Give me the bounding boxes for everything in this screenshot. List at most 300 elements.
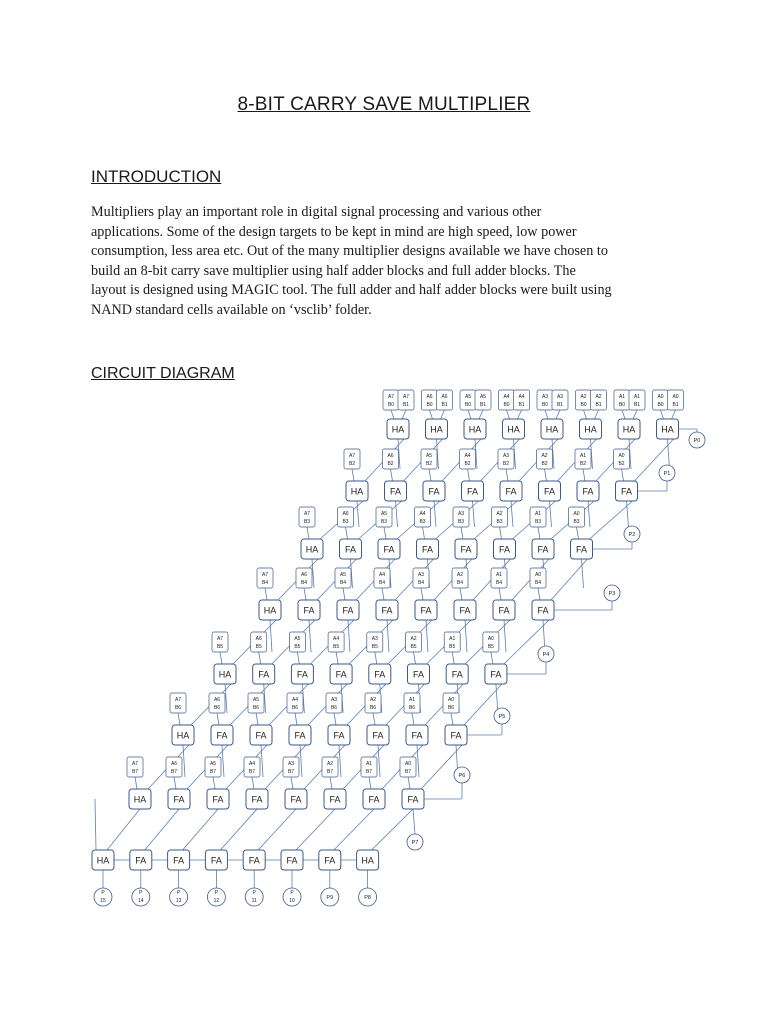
operand-label-text: A5 [425, 453, 433, 459]
full-adder-block [281, 850, 303, 870]
operand-label-text: A6 [300, 572, 308, 578]
input-wire [506, 469, 508, 481]
full-adder-block [532, 539, 554, 559]
operand-label-text: B6 [213, 705, 221, 711]
input-wire [382, 588, 384, 600]
operand-label-text: A4 [378, 572, 386, 578]
operand-label [367, 632, 383, 652]
operand-label [244, 757, 260, 777]
adder-label: FA [372, 730, 384, 741]
half-adder-block [357, 850, 379, 870]
input-wire [577, 527, 579, 539]
input-wire [499, 588, 501, 600]
half-adder-block [426, 419, 448, 439]
operand-label-text: B5 [333, 644, 340, 650]
adder-label: FA [575, 544, 588, 555]
input-wire [545, 469, 547, 481]
product-label: P [101, 890, 105, 896]
product-output [321, 888, 339, 906]
half-adder-block [580, 419, 602, 439]
adder-label: FA [383, 544, 395, 555]
full-adder-block [363, 789, 385, 809]
full-adder-block [330, 664, 352, 684]
adder-label: FA [329, 794, 341, 805]
operand-label [552, 390, 568, 410]
full-adder-block [168, 850, 190, 870]
operand-label [287, 693, 303, 713]
input-wire [336, 652, 338, 664]
adder-label: FA [258, 669, 270, 680]
sum-wire [296, 809, 335, 850]
operand-label [335, 568, 351, 588]
operand-label [328, 632, 344, 652]
operand-label [361, 757, 377, 777]
operand-label-text: B7 [326, 769, 334, 775]
operand-label-text: A6 [170, 761, 178, 767]
operand-label [257, 568, 273, 588]
input-wire [545, 410, 548, 419]
operand-label [530, 568, 546, 588]
adder-label: FA [286, 855, 298, 866]
operand-label-text: B2 [502, 461, 510, 467]
half-adder-block [129, 789, 151, 809]
operand-label-text: B2 [348, 461, 356, 467]
input-wire [451, 713, 453, 725]
carry-wire [551, 559, 588, 600]
operand-label-text: A1 [365, 761, 373, 767]
operand-label-text: B2 [387, 461, 394, 467]
operand-label-text: A2 [456, 572, 464, 578]
adder-label: FA [460, 544, 472, 555]
output-wire [413, 809, 415, 834]
adder-label: FA [498, 544, 511, 555]
operand-label [499, 390, 515, 410]
operand-label-text: B3 [380, 519, 388, 525]
adder-label: FA [368, 794, 380, 805]
full-adder-block [243, 850, 265, 870]
half-adder-block [464, 419, 486, 439]
half-adder-block [172, 725, 194, 745]
input-wire [538, 588, 540, 600]
operand-label-text: B1 [672, 402, 679, 408]
document-title: 8-BIT CARRY SAVE MULTIPLIER [237, 94, 531, 115]
operand-label-text: B1 [556, 402, 564, 408]
input-wire [256, 713, 258, 725]
operand-label [212, 632, 228, 652]
input-wire [538, 527, 540, 539]
operand-label [591, 390, 607, 410]
half-adder-block [387, 419, 409, 439]
operand-label-text: A3 [287, 761, 295, 767]
input-wire [460, 588, 462, 600]
product-output [170, 888, 188, 906]
adder-label: FA [459, 605, 471, 616]
half-adder-block [618, 419, 640, 439]
operand-label [283, 757, 299, 777]
input-wire [412, 713, 414, 725]
input-wire [220, 652, 222, 664]
operand-label-text: A0 [618, 453, 625, 459]
operand-label-text: A4 [333, 636, 340, 642]
product-label: P1 [663, 471, 671, 477]
product-label: P7 [411, 840, 419, 846]
adder-label: FA [216, 730, 228, 741]
adder-label: FA [537, 605, 549, 616]
operand-label-text: A0 [657, 394, 664, 400]
full-adder-block [532, 600, 554, 620]
product-label: P6 [458, 773, 466, 779]
input-wire [507, 410, 510, 419]
operand-label-text: A1 [579, 453, 587, 459]
sum-wire [145, 809, 179, 850]
operand-label [406, 632, 422, 652]
operand-label [296, 568, 312, 588]
operand-label-text: A0 [404, 761, 412, 767]
operand-label-text: B0 [387, 402, 395, 408]
operand-label-text: A6 [342, 511, 349, 517]
adder-label: FA [342, 605, 354, 616]
adder-label: FA [210, 855, 222, 866]
operand-label-text: A5 [479, 394, 487, 400]
adder-label: FA [428, 486, 440, 497]
full-adder-block [485, 664, 507, 684]
half-adder-block [541, 419, 563, 439]
operand-label-text: A4 [518, 394, 525, 400]
operand-label-text: A7 [303, 511, 311, 517]
full-adder-block [493, 600, 515, 620]
full-adder-block [211, 725, 233, 745]
operand-label-text: B1 [595, 402, 602, 408]
adder-label: FA [537, 544, 549, 555]
operand-label-text: B0 [503, 402, 510, 408]
operand-label [400, 757, 416, 777]
operand-label [537, 390, 553, 410]
input-wire [334, 713, 336, 725]
adder-label: FA [498, 605, 510, 616]
input-wire [556, 410, 560, 419]
input-wire [259, 652, 261, 664]
operand-label [344, 449, 360, 469]
adder-label: HA [430, 424, 443, 435]
operand-label [537, 449, 553, 469]
full-adder-block [385, 481, 407, 501]
operand-label-text: B5 [487, 644, 494, 650]
operand-label-text: B4 [456, 580, 464, 586]
operand-label-text: A4 [248, 761, 256, 767]
paragraph-line: NAND standard cells available on ‘vsclib’ folder. [91, 301, 372, 318]
adder-label: FA [451, 669, 463, 680]
input-wire [429, 469, 431, 481]
input-wire [402, 410, 406, 419]
operand-label [374, 568, 390, 588]
operand-label [492, 507, 508, 527]
operand-label [629, 390, 645, 410]
input-wire [213, 777, 215, 789]
input-wire [174, 777, 176, 789]
operand-label-text: B6 [369, 705, 377, 711]
operand-label [576, 390, 592, 410]
input-wire [297, 652, 299, 664]
operand-label-text: A6 [213, 697, 221, 703]
operand-label [443, 693, 459, 713]
operand-label-text: B4 [378, 580, 386, 586]
adder-label: HA [584, 424, 597, 435]
adder-label: FA [212, 794, 224, 805]
input-wire [330, 777, 332, 789]
operand-label-text: B6 [174, 705, 182, 711]
operand-label [415, 507, 431, 527]
product-label: P3 [608, 591, 616, 597]
product-output [207, 888, 225, 906]
operand-label-text: A0 [447, 697, 455, 703]
full-adder-block [462, 481, 484, 501]
product-label: 10 [289, 898, 295, 904]
full-adder-block [291, 664, 313, 684]
half-adder-block [657, 419, 679, 439]
product-label: 11 [251, 898, 257, 904]
product-output [94, 888, 112, 906]
operand-label [453, 507, 469, 527]
operand-label-text: A3 [371, 636, 378, 642]
operand-label-text: A2 [326, 761, 334, 767]
full-adder-block [319, 850, 341, 870]
operand-label-text: A7 [402, 394, 410, 400]
operand-label-text: B7 [131, 769, 139, 775]
operand-label-text: A4 [503, 394, 510, 400]
operand-label [498, 449, 514, 469]
input-wire [491, 652, 493, 664]
full-adder-block [207, 789, 229, 809]
full-adder-block [285, 789, 307, 809]
adder-label: FA [251, 794, 263, 805]
input-wire [421, 588, 423, 600]
half-adder-block [259, 600, 281, 620]
product-label: P [139, 890, 143, 896]
operand-label-text: A3 [417, 572, 425, 578]
operand-label-text: B7 [365, 769, 373, 775]
operand-label-text: A5 [294, 636, 301, 642]
operand-label-text: A1 [495, 572, 503, 578]
operand-label-text: A1 [534, 511, 542, 517]
operand-label [383, 449, 399, 469]
adder-label: FA [381, 605, 393, 616]
input-wire [135, 777, 137, 789]
adder-label: FA [173, 794, 185, 805]
adder-label: FA [324, 855, 336, 866]
product-label: 15 [100, 898, 106, 904]
adder-label: HA [468, 424, 482, 435]
operand-label [170, 693, 186, 713]
sum-wire [107, 809, 140, 850]
operand-label [248, 693, 264, 713]
full-adder-block [324, 789, 346, 809]
product-label: P0 [693, 438, 701, 444]
product-label: 14 [138, 898, 144, 904]
full-adder-block [577, 481, 599, 501]
product-output [407, 834, 423, 850]
input-wire [622, 469, 624, 481]
input-wire [500, 527, 502, 539]
product-output [454, 767, 470, 783]
adder-label: FA [173, 855, 185, 866]
operand-label-text: B7 [170, 769, 178, 775]
input-wire [518, 410, 522, 419]
adder-label: FA [466, 486, 479, 497]
full-adder-block [423, 481, 445, 501]
operand-label-text: A5 [464, 394, 472, 400]
adder-label: FA [421, 544, 434, 555]
operand-label [205, 757, 221, 777]
operand-label-text: B5 [255, 644, 262, 650]
operand-label-text: A3 [330, 697, 338, 703]
operand-label-text: B0 [657, 402, 664, 408]
input-wire [430, 410, 433, 419]
operand-label-text: B4 [534, 580, 542, 586]
input-wire [265, 588, 267, 600]
adder-label: HA [176, 730, 190, 741]
operand-label [166, 757, 182, 777]
sum-wire [372, 809, 413, 850]
half-adder-block [214, 664, 236, 684]
input-wire [304, 588, 306, 600]
product-output [538, 646, 554, 662]
product-output [659, 465, 675, 481]
product-label: 12 [213, 898, 220, 904]
operand-label-text: B3 [303, 519, 311, 525]
input-wire [622, 410, 625, 419]
adder-label: FA [389, 486, 402, 497]
product-output [245, 888, 263, 906]
full-adder-block [454, 600, 476, 620]
adder-label: FA [450, 730, 462, 741]
product-output [494, 708, 510, 724]
adder-label: FA [582, 486, 594, 497]
sum-wire [183, 809, 218, 850]
operand-label-text: A2 [595, 394, 602, 400]
adder-label: FA [505, 486, 517, 497]
operand-label [460, 390, 476, 410]
operand-label-text: A0 [573, 511, 580, 517]
operand-label-text: B0 [426, 402, 433, 408]
operand-label-text: B7 [404, 769, 412, 775]
operand-label [398, 390, 414, 410]
full-adder-block [340, 539, 362, 559]
full-adder-block [250, 725, 272, 745]
adder-label: FA [490, 669, 502, 680]
input-wire [391, 469, 393, 481]
operand-label-text: B4 [417, 580, 425, 586]
operand-label [299, 507, 315, 527]
adder-label: FA [335, 669, 347, 680]
half-adder-block [346, 481, 368, 501]
operand-label-text: A6 [441, 394, 448, 400]
operand-label [209, 693, 225, 713]
operand-label-text: B2 [464, 461, 471, 467]
adder-label: HA [507, 424, 520, 435]
adder-label: FA [412, 669, 425, 680]
operand-label-text: B0 [464, 402, 472, 408]
full-adder-block [246, 789, 268, 809]
input-wire [369, 777, 371, 789]
full-adder-block [455, 539, 477, 559]
operand-label [421, 449, 437, 469]
product-label: P2 [628, 532, 636, 538]
adder-label: FA [374, 669, 386, 680]
input-wire [408, 777, 410, 789]
full-adder-block [539, 481, 561, 501]
input-wire [178, 713, 180, 725]
circuit-diagram-heading: CIRCUIT DIAGRAM [91, 365, 235, 382]
operand-label-text: B3 [496, 519, 503, 525]
adder-label: FA [420, 605, 432, 616]
operand-label-text: A7 [131, 761, 139, 767]
adder-label: HA [96, 855, 110, 866]
operand-label [668, 390, 684, 410]
paragraph-line: applications. Some of the design targets to be kept in mind are high speed, low power [91, 223, 577, 240]
input-wire [217, 713, 219, 725]
operand-label-text: B0 [618, 402, 626, 408]
adder-label: FA [620, 486, 633, 497]
full-adder-block [571, 539, 593, 559]
operand-label-text: B7 [287, 769, 295, 775]
full-adder-block [289, 725, 311, 745]
operand-label-text: A4 [464, 453, 471, 459]
operand-label [127, 757, 143, 777]
operand-label-text: B2 [425, 461, 433, 467]
half-adder-block [503, 419, 525, 439]
operand-label-text: B6 [252, 705, 260, 711]
adder-label: FA [294, 730, 306, 741]
operand-label-text: A2 [369, 697, 377, 703]
input-wire [461, 527, 463, 539]
operand-label [365, 693, 381, 713]
input-wire [595, 410, 599, 419]
full-adder-block [500, 481, 522, 501]
operand-label [326, 693, 342, 713]
sum-wire [258, 809, 296, 850]
operand-label-text: A5 [209, 761, 217, 767]
full-adder-block [205, 850, 227, 870]
input-wire [468, 469, 470, 481]
full-adder-block [446, 664, 468, 684]
operand-label [530, 507, 546, 527]
operand-label-text: B4 [261, 580, 269, 586]
adder-label: FA [344, 544, 357, 555]
full-adder-block [369, 664, 391, 684]
operand-label-text: B4 [300, 580, 308, 586]
full-adder-block [328, 725, 350, 745]
operand-label-text: A0 [487, 636, 494, 642]
operand-label [322, 757, 338, 777]
full-adder-block [378, 539, 400, 559]
operand-label-text: A3 [541, 394, 549, 400]
operand-label-text: B2 [618, 461, 625, 467]
operand-label [444, 632, 460, 652]
input-wire [479, 410, 483, 419]
operand-label [460, 449, 476, 469]
operand-label-text: A2 [541, 453, 548, 459]
input-wire [452, 652, 454, 664]
operand-label-text: B5 [371, 644, 378, 650]
adder-label: HA [133, 794, 147, 805]
input-wire [352, 469, 354, 481]
adder-label: HA [305, 544, 319, 555]
product-output [283, 888, 301, 906]
full-adder-block [408, 664, 430, 684]
operand-label-text: B3 [573, 519, 580, 525]
product-label: P5 [498, 714, 506, 720]
operand-label-text: A7 [387, 394, 395, 400]
